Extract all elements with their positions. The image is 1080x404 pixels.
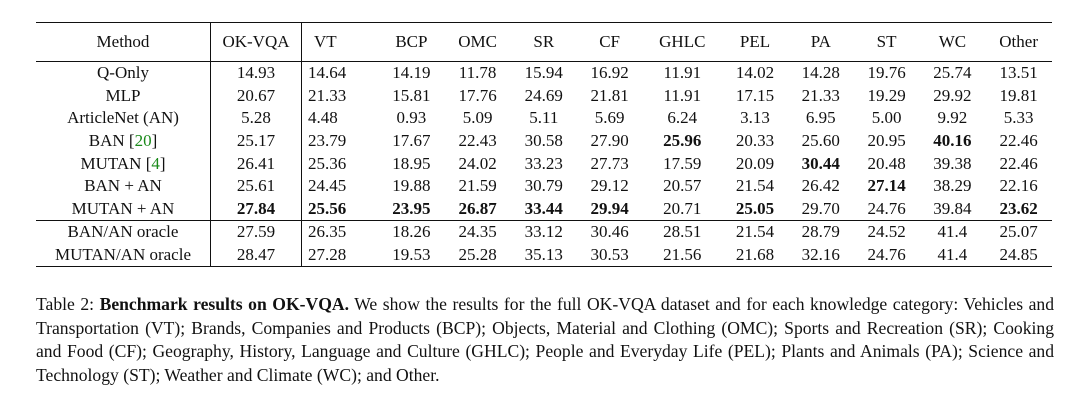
column-header: SR	[511, 23, 577, 62]
method-name: MUTAN	[80, 153, 142, 173]
value-cell: 27.73	[590, 153, 629, 173]
value-cell: 23.79	[308, 131, 347, 151]
value-cell: 25.74	[933, 63, 972, 83]
value-cell: 25.60	[801, 131, 840, 151]
value-cell: 21.68	[722, 244, 788, 267]
value-cell: 20.09	[735, 153, 775, 173]
value-cell: 5.33	[1003, 108, 1034, 128]
table-row	[36, 198, 1052, 221]
method-name: BAN + AN	[84, 176, 162, 196]
value-cell: 15.94	[524, 63, 563, 83]
value-cell: 21.56	[643, 244, 723, 267]
table-caption	[36, 293, 1054, 387]
value-cell: 30.46	[577, 221, 643, 244]
column-header: CF	[577, 23, 643, 62]
value-cell: 11.78	[458, 63, 497, 83]
value-cell: 28.47	[211, 244, 302, 267]
table-row	[36, 175, 1052, 198]
value-cell: 13.51	[999, 63, 1038, 83]
method-cell	[36, 107, 211, 130]
value-cell: 9.92	[937, 108, 968, 128]
method-name: MLP	[105, 85, 141, 105]
value-cell: 19.53	[378, 244, 444, 267]
value-cell: 4.48	[308, 108, 338, 128]
method-name: MUTAN + AN	[71, 198, 175, 218]
value-cell: 30.53	[577, 244, 643, 267]
value-cell: 25.96	[663, 131, 702, 151]
value-cell: 20.57	[663, 176, 702, 196]
value-cell: 33.44	[524, 198, 563, 218]
value-cell: 29.92	[933, 85, 972, 105]
value-cell: 33.23	[524, 153, 563, 173]
value-cell: 17.59	[663, 153, 702, 173]
value-cell: 27.28	[302, 244, 379, 267]
value-cell: 26.42	[801, 176, 840, 196]
method-name: BAN	[88, 131, 125, 151]
value-cell: 18.95	[392, 153, 431, 173]
value-cell: 28.79	[788, 221, 854, 244]
value-cell: 17.67	[392, 131, 431, 151]
value-cell: 26.87	[458, 198, 497, 218]
column-header: ST	[854, 23, 920, 62]
citation-link[interactable]: 20	[134, 131, 152, 151]
value-cell: 11.91	[663, 63, 702, 83]
value-cell: 22.46	[999, 131, 1038, 151]
value-cell: 41.4	[920, 221, 986, 244]
method-name: ArticleNet (AN)	[67, 108, 179, 128]
value-cell: 26.41	[211, 152, 302, 175]
value-cell: 21.81	[590, 85, 629, 105]
value-cell: 22.43	[458, 131, 497, 151]
value-cell: 25.56	[308, 198, 347, 218]
results-table-container	[36, 22, 1052, 267]
value-cell: 23.95	[392, 198, 431, 218]
table-row	[36, 244, 1052, 267]
column-header: Method	[36, 23, 211, 62]
value-cell: 17.15	[735, 85, 775, 105]
value-cell: 24.52	[854, 221, 920, 244]
value-cell: 20.95	[867, 131, 906, 151]
value-cell: 41.4	[920, 244, 986, 267]
value-cell: 19.76	[867, 63, 906, 83]
value-cell: 14.64	[308, 63, 347, 83]
value-cell: 30.79	[524, 176, 563, 196]
column-header: BCP	[378, 23, 444, 62]
table-row	[36, 62, 1052, 85]
value-cell: 5.09	[462, 108, 493, 128]
value-cell: 29.70	[801, 198, 840, 218]
citation-link[interactable]: 4	[151, 153, 160, 173]
value-cell: 21.59	[458, 176, 497, 196]
value-cell: 30.44	[801, 153, 840, 173]
value-cell: 14.19	[392, 63, 431, 83]
column-header: OMC	[444, 23, 511, 62]
value-cell: 20.71	[663, 198, 702, 218]
value-cell: 28.51	[643, 221, 723, 244]
value-cell: 27.59	[211, 221, 302, 244]
method-name: MUTAN/AN oracle	[54, 245, 192, 265]
method-name: BAN/AN oracle	[67, 222, 179, 242]
value-cell: 33.12	[511, 221, 577, 244]
table-row	[36, 130, 1052, 153]
value-cell: 17.76	[458, 85, 497, 105]
value-cell: 38.29	[933, 176, 972, 196]
value-cell: 6.95	[805, 108, 836, 128]
value-cell: 11.91	[663, 85, 702, 105]
value-cell: 29.94	[590, 198, 629, 218]
value-cell: 25.05	[735, 198, 775, 218]
value-cell: 24.35	[444, 221, 511, 244]
method-name: Q-Only	[97, 63, 149, 83]
method-cell	[36, 221, 211, 244]
column-header: PA	[788, 23, 854, 62]
value-cell: 39.38	[933, 153, 972, 173]
value-cell: 26.35	[302, 221, 379, 244]
value-cell: 19.88	[392, 176, 431, 196]
value-cell: 18.26	[378, 221, 444, 244]
value-cell: 19.29	[867, 85, 906, 105]
value-cell: 32.16	[788, 244, 854, 267]
value-cell: 30.58	[524, 131, 563, 151]
value-cell: 24.85	[985, 244, 1052, 267]
value-cell: 20.33	[735, 131, 775, 151]
value-cell: 5.00	[871, 108, 902, 128]
value-cell: 5.28	[211, 107, 302, 130]
table-row	[36, 152, 1052, 175]
column-header: GHLC	[643, 23, 723, 62]
column-header: OK-VQA	[211, 23, 302, 62]
value-cell: 24.02	[458, 153, 497, 173]
value-cell: 21.33	[308, 85, 347, 105]
value-cell: 5.11	[529, 108, 559, 128]
value-cell: 21.54	[735, 176, 775, 196]
table-body	[36, 62, 1052, 267]
value-cell: 25.28	[444, 244, 511, 267]
method-cell	[36, 62, 211, 85]
value-cell: 14.02	[735, 63, 775, 83]
value-cell: 19.81	[999, 85, 1038, 105]
value-cell: 16.92	[590, 63, 629, 83]
caption-body: We show the results for the full OK-VQA dataset and for each knowledge category: Vehicles and Transportation (VT); Brands, Companies and Products (BCP); Objects, Material and Clothing (OMC); Sports and Recreation (SR); Cooking and Food (CF); Geography, History, Language and Culture (GHLC); People and Everyday Life (PEL); Plants and Animals (PA); Science and Technology (ST); Weather and Climate (WC); and Other.	[36, 294, 1054, 385]
method-cell: MUTAN [4]	[36, 152, 211, 175]
value-cell: 29.12	[590, 176, 629, 196]
table-header-row	[36, 23, 1052, 62]
value-cell: 39.84	[933, 198, 972, 218]
value-cell: 25.36	[308, 153, 347, 173]
value-cell: 24.69	[524, 85, 563, 105]
value-cell: 6.24	[667, 108, 698, 128]
caption-label: Table 2:	[36, 294, 95, 314]
value-cell: 24.45	[308, 176, 347, 196]
value-cell: 23.62	[999, 198, 1038, 218]
column-header: Other	[985, 23, 1052, 62]
value-cell: 20.67	[211, 85, 302, 108]
value-cell: 20.48	[867, 153, 906, 173]
value-cell: 21.54	[722, 221, 788, 244]
results-table	[36, 22, 1052, 267]
value-cell: 25.17	[211, 130, 302, 153]
value-cell: 14.93	[211, 62, 302, 85]
value-cell: 27.90	[590, 131, 629, 151]
value-cell: 25.61	[211, 175, 302, 198]
column-header: WC	[920, 23, 986, 62]
value-cell: 35.13	[511, 244, 577, 267]
method-cell: BAN [20]	[36, 130, 211, 153]
value-cell: 40.16	[933, 131, 972, 151]
value-cell: 3.13	[740, 108, 770, 128]
value-cell: 24.76	[867, 198, 906, 218]
method-cell	[36, 198, 211, 221]
value-cell: 15.81	[392, 85, 431, 105]
value-cell: 24.76	[854, 244, 920, 267]
table-row	[36, 107, 1052, 130]
method-cell	[36, 85, 211, 108]
column-header: PEL	[722, 23, 788, 62]
value-cell: 27.84	[211, 198, 302, 221]
table-row	[36, 221, 1052, 244]
value-cell: 25.07	[985, 221, 1052, 244]
table-row	[36, 85, 1052, 108]
caption-lead: Benchmark results on OK-VQA.	[99, 294, 349, 314]
value-cell: 21.33	[801, 85, 840, 105]
method-cell	[36, 244, 211, 267]
value-cell: 22.46	[999, 153, 1038, 173]
value-cell: 0.93	[396, 108, 427, 128]
method-cell	[36, 175, 211, 198]
value-cell: 22.16	[999, 176, 1038, 196]
column-header: VT	[302, 23, 379, 62]
value-cell: 14.28	[801, 63, 840, 83]
value-cell: 27.14	[867, 176, 906, 196]
value-cell: 5.69	[594, 108, 625, 128]
